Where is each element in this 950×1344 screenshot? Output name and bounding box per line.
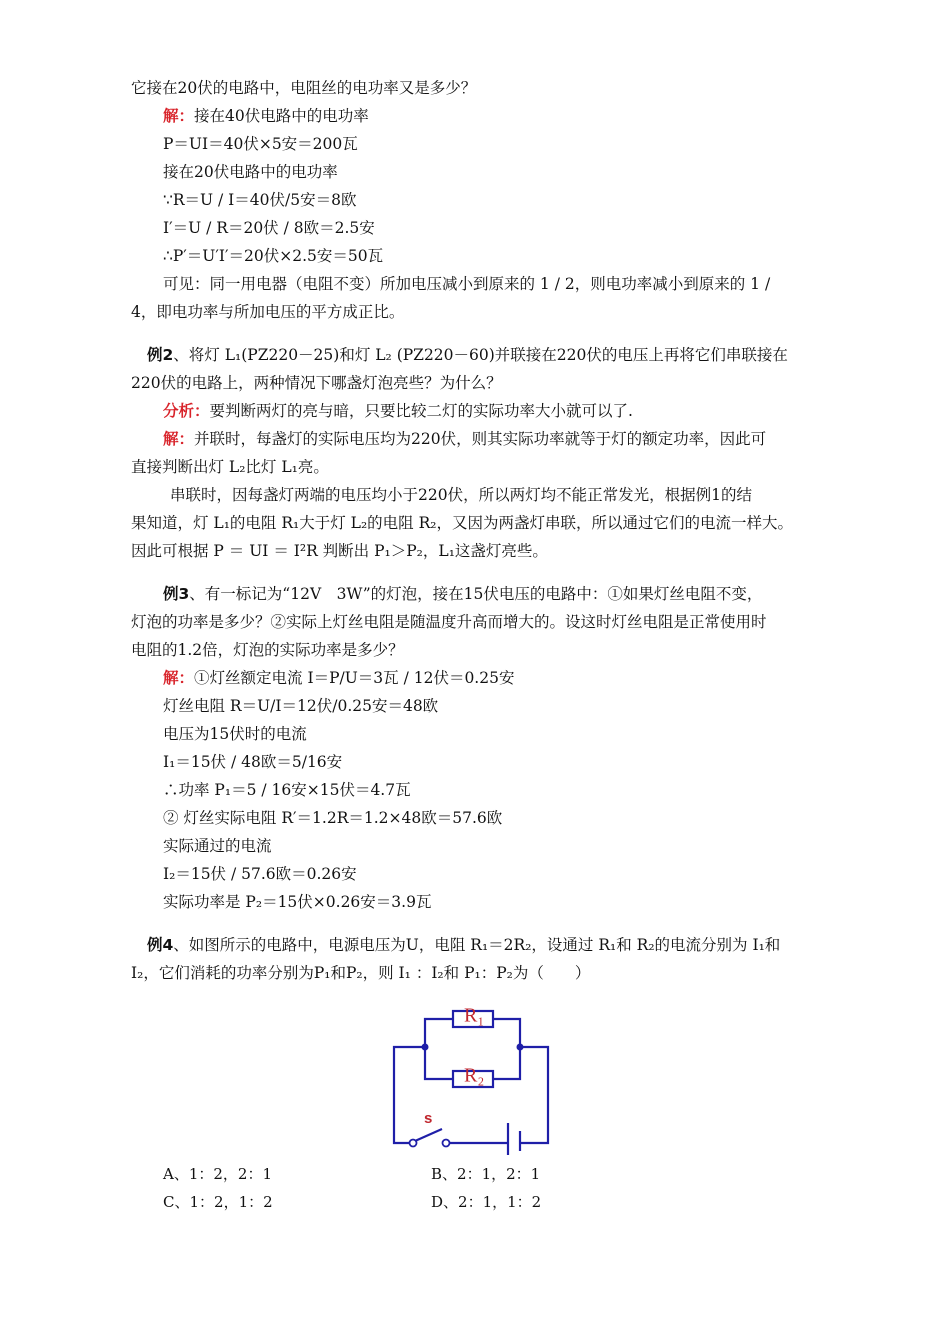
- text: 接在40伏电路中的电功率: [194, 107, 369, 125]
- formula-line: 实际功率是 P₂＝15伏×0.26安＝3.9瓦: [163, 893, 432, 911]
- text-line: 直接判断出灯 L₂比灯 L₁亮。: [131, 458, 329, 476]
- example-4-heading: [147, 934, 780, 956]
- r1-branch-wire: [425, 1019, 453, 1047]
- example-2-heading: [147, 344, 788, 366]
- text-line: 可见：同一用电器（电阻不变）所加电压减小到原来的 1 / 2，则电功率减小到原来的 1 /: [163, 275, 771, 293]
- formula-line: ∴P′＝U′I′＝20伏×2.5安＝50瓦: [163, 247, 384, 265]
- formula-line: ∴功率 P₁＝5 / 16安×15伏＝4.7瓦: [163, 781, 411, 799]
- formula-line: I′＝U / R＝20伏 / 8欧＝2.5安: [163, 219, 375, 237]
- solution-line: [163, 667, 514, 689]
- formula-line: P＝UI＝40伏×5安＝200瓦: [163, 135, 358, 153]
- text-line: 电阻的1.2倍，灯泡的实际功率是多少？: [131, 641, 404, 659]
- solution-line: [163, 428, 766, 450]
- text: 并联时，每盏灯的实际电压均为220伏，则其实际功率就等于灯的额定功率，因此可: [194, 430, 767, 448]
- switch-blade: [415, 1129, 442, 1141]
- r2-label: R₂: [464, 1064, 485, 1087]
- text-line: 实际通过的电流: [163, 837, 272, 855]
- text-line: 果知道，灯 L₁的电阻 R₁大于灯 L₂的电阻 R₂，又因为两盏灯串联，所以通过它们的电流一样大。: [131, 514, 793, 532]
- text-line: 220伏的电路上，两种情况下哪盏灯泡亮些？为什么？: [131, 374, 502, 392]
- text: 要判断两灯的亮与暗，只要比较二灯的实际功率大小就可以了.: [209, 402, 633, 420]
- r2-branch-wire-right: [493, 1047, 520, 1079]
- solution-tag: 解：: [163, 430, 195, 448]
- text-line: 它接在20伏的电路中，电阻丝的电功率又是多少？: [131, 79, 477, 97]
- text-line: 4，即电功率与所加电压的平方成正比。: [131, 303, 405, 321]
- text-line: 串联时，因每盏灯两端的电压均小于220伏，所以两灯均不能正常发光，根据例1的结: [170, 486, 752, 504]
- text-line: 电压为15伏时的电流: [163, 725, 307, 743]
- r1-branch-wire-right: [493, 1019, 520, 1047]
- switch-contact-right: [443, 1140, 450, 1147]
- example-tag: 例4: [147, 936, 174, 954]
- text-line: I₂，它们消耗的功率分别为P₁和P₂，则 I₁ ：I₂和 P₁：P₂为（ ）: [131, 964, 591, 982]
- junction-left: [422, 1044, 428, 1050]
- example-3-heading: [163, 583, 762, 605]
- analysis-tag: 分析：: [163, 402, 210, 420]
- formula-line: ∵R＝U / I＝40伏/5安＝8欧: [163, 191, 357, 209]
- option-d[interactable]: D、2：1，1：2: [431, 1193, 542, 1211]
- text-line: 因此可根据 P ＝ UI ＝ I²R 判断出 P₁＞P₂，L₁这盏灯亮些。: [131, 542, 548, 560]
- text: 、将灯 L₁(PZ220－25)和灯 L₂ (PZ220－60)并联接在220伏的电压上再将它们串联接在: [173, 346, 788, 364]
- formula-line: I₂＝15伏 / 57.6欧＝0.26安: [163, 865, 357, 883]
- text: ①灯丝额定电流 I＝P/U＝3瓦 / 12伏＝0.25安: [194, 669, 515, 687]
- switch-label: s: [424, 1110, 433, 1127]
- solution-tag: 解：: [163, 107, 195, 125]
- option-b[interactable]: B、2：1，2：1: [431, 1165, 541, 1183]
- junction-right: [517, 1044, 523, 1050]
- option-c[interactable]: C、1：2，1：2: [163, 1193, 273, 1211]
- text: 、有一标记为“12V 3W”的灯泡，接在15伏电压的电路中：①如果灯丝电阻不变，: [189, 585, 763, 603]
- r1-label: R₁: [464, 1005, 485, 1027]
- analysis-line: [163, 400, 633, 422]
- text-line: 灯泡的功率是多少？②实际上灯丝电阻是随温度升高而增大的。设这时灯丝电阻是正常使用时: [131, 613, 767, 631]
- left-wire: [394, 1047, 425, 1143]
- circuit-diagram: [380, 1005, 560, 1155]
- formula-line: ② 灯丝实际电阻 R′＝1.2R＝1.2×48欧＝57.6欧: [163, 809, 503, 827]
- switch-contact-left: [410, 1140, 417, 1147]
- example-tag: 例2: [147, 346, 174, 364]
- formula-line: I₁＝15伏 / 48欧＝5/16安: [163, 753, 343, 771]
- solution-line: [163, 105, 369, 127]
- formula-line: 灯丝电阻 R＝U/I＝12伏/0.25安＝48欧: [163, 697, 439, 715]
- option-a[interactable]: A、1：2，2：1: [163, 1165, 273, 1183]
- solution-tag: 解：: [163, 669, 195, 687]
- right-wire: [520, 1047, 548, 1143]
- text-line: 接在20伏电路中的电功率: [163, 163, 338, 181]
- r2-branch-wire: [425, 1047, 453, 1079]
- example-tag: 例3: [163, 585, 190, 603]
- text: 、如图所示的电路中，电源电压为U，电阻 R₁＝2R₂，设通过 R₁和 R₂的电流分别为 I₁和: [173, 936, 781, 954]
